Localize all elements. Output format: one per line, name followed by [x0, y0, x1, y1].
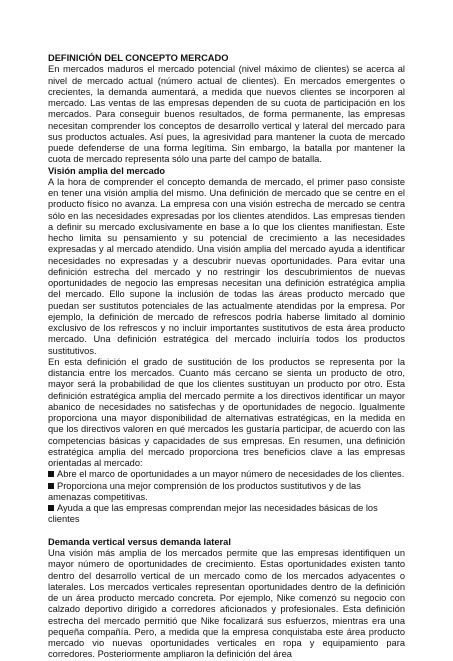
section-spacer	[48, 526, 405, 537]
square-bullet-icon	[48, 483, 54, 489]
paragraph-broad-view-2: En esta definición el grado de sustitución de los productos se representa por la distancia entre los mercados. Cuanto más cercano se sienta un producto de otro, mayor será la probabilidad de que los clientes sustituyan un producto por otro. Esta definición estratégica amplia del mercado permite a los directivos identificar un mayor abanico de necesidades no satisfechas y de oportunidades de negocio. Igualmente proporciona una mayor disponibilidad de alternativas estratégicas, en la medida en que los directivos valoren en qué mercados les gustaría participar, de acuerdo con las competencias básicas y capacidades de sus empresas. En resumen, una definición estratégica amplia del mercado proporciona tres beneficios clave a las empresas orientadas al mercado:	[48, 356, 405, 468]
list-item-text: Abre el marco de oportunidades a un mayor número de necesidades de los clientes.	[57, 469, 405, 480]
list-item	[48, 503, 405, 526]
square-bullet-icon	[48, 505, 54, 511]
section-heading-vertical-vs-lateral: Demanda vertical versus demanda lateral	[48, 536, 231, 547]
paragraph-vertical-vs-lateral: Una visión más amplia de los mercados permite que las empresas identifiquen un mayor número de oportunidades de crecimiento. Estas oportunidades existen tanto dentro del desarrollo vertical de un mercado como de los mercados adyacentes o laterales. Los mercados verticales representan oportunidades dentro de la definición de un área producto mercado concreta. Por ejemplo, Nike comenzó su negocio con calzado deportivo dirigido a corredores aficionados y profesionales. Esta definición estrecha del mercado permitió que Nike focalizará sus esfuerzos, mientras era una pequeña compañía. Pero, a medida que la empresa conquistaba este área producto mercado vio nuevas oportunidades verticales en ropa y equipamiento para corredores. Posteriormente ampliaron la definición del área	[48, 548, 405, 660]
list-item-text: Proporciona una mejor comprensión de los productos sustitutivos y de las amenazas competitivas.	[48, 480, 361, 502]
document-page	[48, 53, 405, 661]
paragraph-broad-view-1: A la hora de comprender el concepto demanda de mercado, el primer paso consiste en tener una visión amplia del mismo. Una definición de mercado que se centre en el producto físico no avanza. La empresa con una visión estrecha de mercado se centra sólo en las necesidades expresadas por los clientes atendidos. Las empresas tienden a definir su mercado exclusivamente en base a lo que los clientes manifiestan. Este hecho limita su pensamiento y su potencial de crecimiento a las necesidades expresadas y al mercado atendido. Una visión amplia del mercado ayuda a identificar necesidades no expresadas y a descubrir nuevas oportunidades. Para evitar una definición estrecha del mercado y no restringir los descubrimientos de nuevas oportunidades de negocio las empresas necesitan una definición estratégica amplia del mercado. Ello supone la inclusión de todas las áreas producto mercado que puedan ser sustitutos potenciales de las actualmente atendidas por la empresa. Por ejemplo, la definición de mercado de refrescos podría haberse limitado al dominio exclusivo de los refrescos y no incluir importantes sustitutivos de esta área producto mercado. Una definición estratégica del mercado incluiría todos los productos sustitutivos.	[48, 176, 405, 356]
section-heading-broad-market-view: Visión amplia del mercado	[48, 165, 166, 176]
list-item	[48, 481, 405, 504]
square-bullet-icon	[48, 471, 54, 477]
paragraph-market-definition: En mercados maduros el mercado potencial (nivel máximo de clientes) se acerca al nivel de mercado actual (número actual de clientes). En mercados emergentes o crecientes, la demanda aumentará, a medida que nuevos clientes se incorporen al mercado. Las ventas de las empresas dependen de su cuota de participación en los mercados. Para conseguir buenos resultados, de forma permanente, las empresas necesitan comprender los conceptos de desarrollo vertical y lateral del mercado para sus productos actuales. Así pues, la agresividad para mantener la cuota de mercado puede defenderse de una forma legítima. Sin embargo, la batalla por mantener la cuota de mercado representa sólo una parte del campo de batalla.	[48, 64, 405, 165]
list-item-text: Ayuda a que las empresas comprendan mejor las necesidades básicas de los clientes	[48, 503, 378, 525]
benefits-list	[48, 469, 405, 525]
list-item	[48, 469, 405, 480]
section-heading-market-definition: DEFINICIÓN DEL CONCEPTO MERCADO	[48, 53, 229, 63]
